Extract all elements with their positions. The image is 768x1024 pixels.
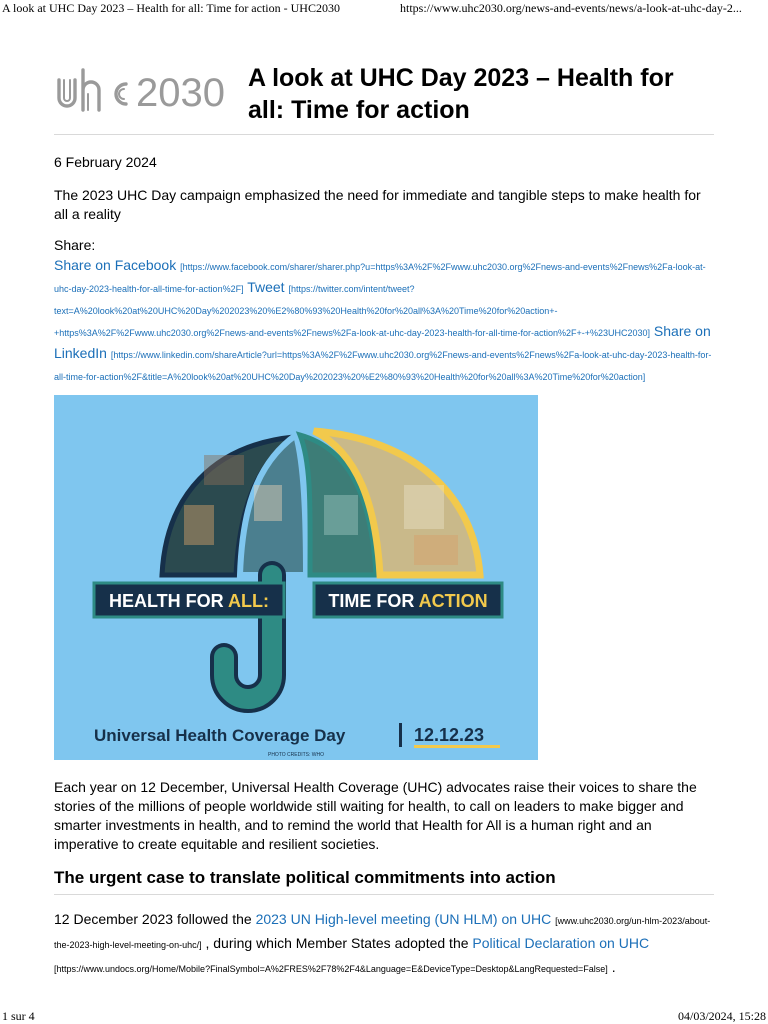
share-tweet-link[interactable]: Tweet [247,279,285,295]
article-date: 6 February 2024 [54,154,157,170]
section-paragraph [54,908,714,980]
hero-image [54,395,538,760]
print-footer-datetime: 04/03/2024, 15:28 [677,1009,766,1023]
share-tweet-url: [https://twitter.com/intent/tweet?text=A%20look%20at%20UHC%20Day%202023%20%E2%80%93%20Health%20for%20all%3A%20Time%20for%20action+-+https%3A%2F%2Fwww.uhc2030.org%2Fnews-and-events%2Fnews%2Fa-look-at-uhc-day-2023-health-for-all-time-for-action%2F+-+%23UHC2030] [54,284,651,338]
logo-text: 2030 [136,71,225,112]
share-label: Share: [54,237,96,253]
uhc2030-logo[interactable] [54,68,248,112]
political-declaration-url: [https://www.undocs.org/Home/Mobile?FinalSymbol=A%2FRES%2F78%2F4&Language=E&DeviceType=Desktop&LangRequested=False] [54,964,608,974]
share-linkedin-link[interactable]: Share on LinkedIn [54,323,711,361]
hero-caption: Universal Health Coverage Day [94,726,346,745]
share-links [54,255,714,387]
share-facebook-url: [https://www.facebook.com/sharer/sharer.php?u=https%3A%2F%2Fwww.uhc2030.org%2Fnews-and-events%2Fnews%2Fa-look-at-uhc-day-2023-health-for-all-time-for-action%2F] [54,262,706,294]
banner-left-text: HEALTH FOR ALL: [109,591,269,611]
hero-caption-date: 12.12.23 [414,725,485,745]
article-intro: The 2023 UHC Day campaign emphasized the need for immediate and tangible steps to make health for all a reality [54,187,701,222]
page-title: A look at UHC Day 2023 – Health for all: Time for action [248,64,674,124]
article-body-paragraph: Each year on 12 December, Universal Health Coverage (UHC) advocates raise their voices to share the stories of the millions of people worldwide still waiting for health, to call on leaders to make bigger and smarter investments in health, and to remind the world that Health for All is a human right and an imperative to create equitable and resilient societies. [54,779,697,852]
umbrella-illustration [54,395,538,760]
section-text-b: , during which Member States adopted the [201,935,473,951]
un-hlm-link[interactable]: 2023 UN High-level meeting (UN HLM) on UHC [255,911,552,927]
hero-credits: PHOTO CREDITS: WHO [267,752,325,758]
print-header-title: A look at UHC Day 2023 – Health for all: Time for action - UHC2030 [2,1,340,15]
print-header [0,0,768,18]
un-hlm-url: [www.uhc2030.org/un-hlm-2023/about-the-2023-high-level-meeting-on-uhc/] [54,916,711,950]
article-header [54,62,714,135]
print-footer [0,1008,768,1024]
political-declaration-link[interactable]: Political Declaration on UHC [472,935,650,951]
print-header-url: https://www.uhc2030.org/news-and-events/news/a-look-at-uhc-day-2... [400,1,742,15]
banner-right-text: TIME FOR ACTION [328,591,488,611]
section-text-a: 12 December 2023 followed the [54,911,256,927]
section-text-c: . [607,959,616,975]
section-heading: The urgent case to translate political commitments into action [54,868,714,895]
print-footer-page: 1 sur 4 [2,1009,35,1023]
share-linkedin-url: [https://www.linkedin.com/shareArticle?url=https%3A%2F%2Fwww.uhc2030.org%2Fnews-and-events%2Fnews%2Fa-look-at-uhc-day-2023-health-for-all-time-for-action%2F&title=A%20look%20at%20UHC%20Day%202023%20%E2%80%93%20Health%20for%20all%3A%20Time%20for%20action] [54,350,712,382]
share-facebook-link[interactable]: Share on Facebook [54,257,177,273]
